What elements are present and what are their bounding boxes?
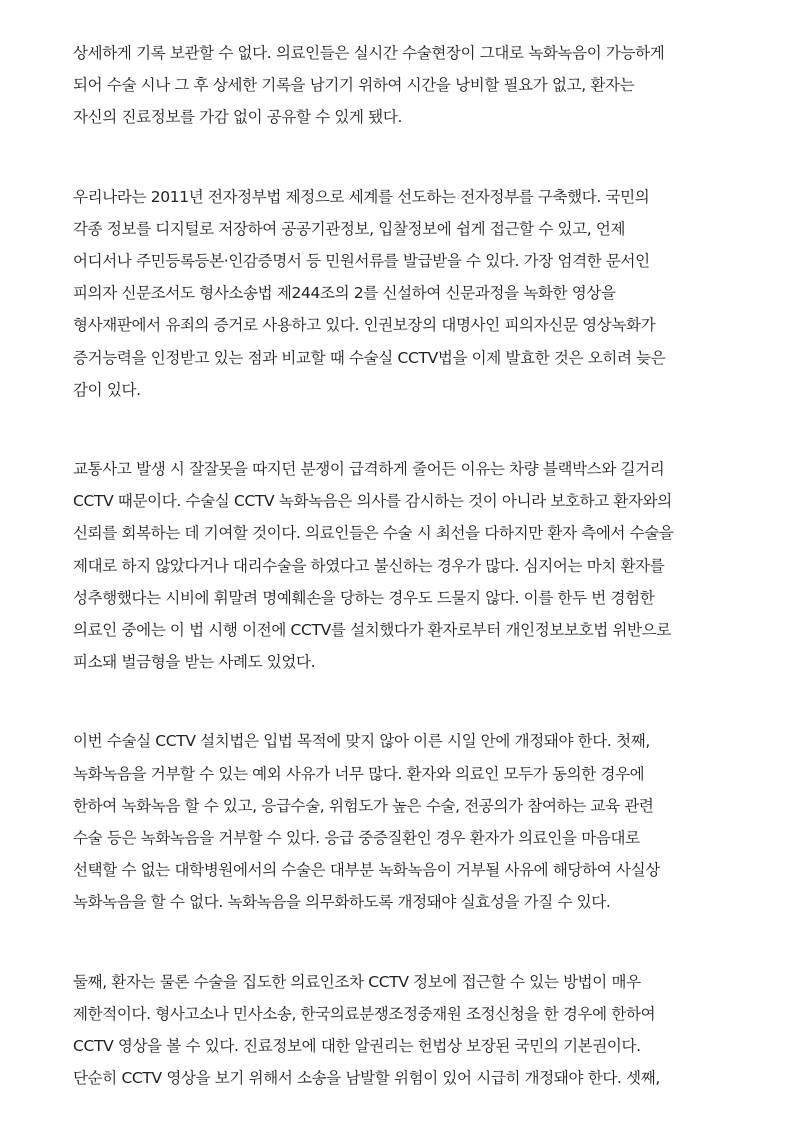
text-line: 교통사고 발생 시 잘잘못을 따지던 분쟁이 급격하게 줄어든 이유는 차량 블랙박스와 길거리: [73, 460, 665, 479]
text-line: 수술 등은 녹화녹음을 거부할 수 있다. 응급 중증질환인 경우 환자가 의료인을 마음대로: [73, 829, 640, 848]
text-line: 어디서나 주민등록등본·인감증명서 등 민원서류를 발급받을 수 있다. 가장 엄격한 문서인: [73, 252, 650, 271]
text-line: 의료인 중에는 이 법 시행 이전에 CCTV를 설치했다가 환자로부터 개인정보보호법 위반으로: [73, 621, 671, 640]
text-line: 둘째, 환자는 물론 수술을 집도한 의료인조차 CCTV 정보에 접근할 수 있는 방법이 매우: [73, 972, 641, 991]
paragraph-1: [73, 37, 721, 134]
text-line: CCTV 영상을 볼 수 있다. 진료정보에 대한 알권리는 헌법상 보장된 국민의 기본권이다.: [73, 1037, 641, 1056]
text-line: 신뢰를 회복하는 데 기여할 것이다. 의료인들은 수술 시 최선을 다하지만 환자 측에서 수술을: [73, 524, 674, 543]
text-line: CCTV 때문이다. 수술실 CCTV 녹화녹음은 의사를 감시하는 것이 아니라 보호하고 환자와의: [73, 492, 672, 511]
text-line: 제대로 하지 않았다거나 대리수술을 하였다고 불신하는 경우가 많다. 심지어는 마치 환자를: [73, 556, 665, 575]
text-line: 피의자 신문조서도 형사소송법 제244조의 2를 신설하여 신문과정을 녹화한 영상을: [73, 284, 616, 303]
paragraph-3: [73, 453, 721, 678]
paragraph-2: [73, 181, 721, 406]
text-line: 각종 정보를 디지털로 저장하여 공공기관정보, 입찰정보에 쉽게 접근할 수 있고, 언제: [73, 219, 626, 238]
text-line: 감이 있다.: [73, 380, 141, 399]
text-line: 이번 수술실 CCTV 설치법은 입법 목적에 맞지 않아 이른 시일 안에 개정돼야 한다. 첫째,: [73, 732, 650, 751]
text-line: 우리나라는 2011년 전자정부법 제정으로 세계를 선도하는 전자정부를 구축했다. 국민의: [73, 187, 650, 206]
text-line: 단순히 CCTV 영상을 보기 위해서 소송을 남발할 위험이 있어 시급히 개정돼야 한다. 셋째,: [73, 1069, 660, 1088]
text-line: 상세하게 기록 보관할 수 없다. 의료인들은 실시간 수술현장이 그대로 녹화녹음이 가능하게: [73, 44, 665, 62]
text-line: 녹화녹음을 할 수 없다. 녹화녹음을 의무화하도록 개정돼야 실효성을 가질 수 있다.: [73, 893, 611, 912]
text-line: 자신의 진료정보를 가감 없이 공유할 수 있게 됐다.: [73, 108, 403, 127]
text-line: 선택할 수 없는 대학병원에서의 수술은 대부분 녹화녹음이 거부될 사유에 해당하여 사실상: [73, 861, 660, 880]
paragraph-4: [73, 725, 721, 918]
text-line: 되어 수술 시나 그 후 상세한 기록을 남기기 위하여 시간을 낭비할 필요가 없고, 환자는: [73, 76, 635, 95]
text-line: 피소돼 벌금형을 받는 사례도 있었다.: [73, 653, 316, 672]
text-line: 증거능력을 인정받고 있는 점과 비교할 때 수술실 CCTV법을 이제 발효한 것은 오히려 늦은: [73, 348, 666, 367]
text-line: 형사재판에서 유죄의 증거로 사용하고 있다. 인권보장의 대명사인 피의자신문 영상녹화가: [73, 316, 656, 335]
document-body: [73, 37, 721, 1141]
text-line: 녹화녹음을 거부할 수 있는 예외 사유가 너무 많다. 환자와 의료인 모두가 동의한 경우에: [73, 764, 645, 783]
text-line: 성추행했다는 시비에 휘말려 명예훼손을 당하는 경우도 드물지 않다. 이를 한두 번 경험한: [73, 588, 655, 607]
text-line: 제한적이다. 형사고소나 민사소송, 한국의료분쟁조정중재원 조정신청을 한 경우에 한하여: [73, 1004, 656, 1023]
paragraph-5: [73, 966, 721, 1095]
text-line: 한하여 녹화녹음 할 수 있고, 응급수술, 위험도가 높은 수술, 전공의가 참여하는 교육 관련: [73, 796, 654, 815]
